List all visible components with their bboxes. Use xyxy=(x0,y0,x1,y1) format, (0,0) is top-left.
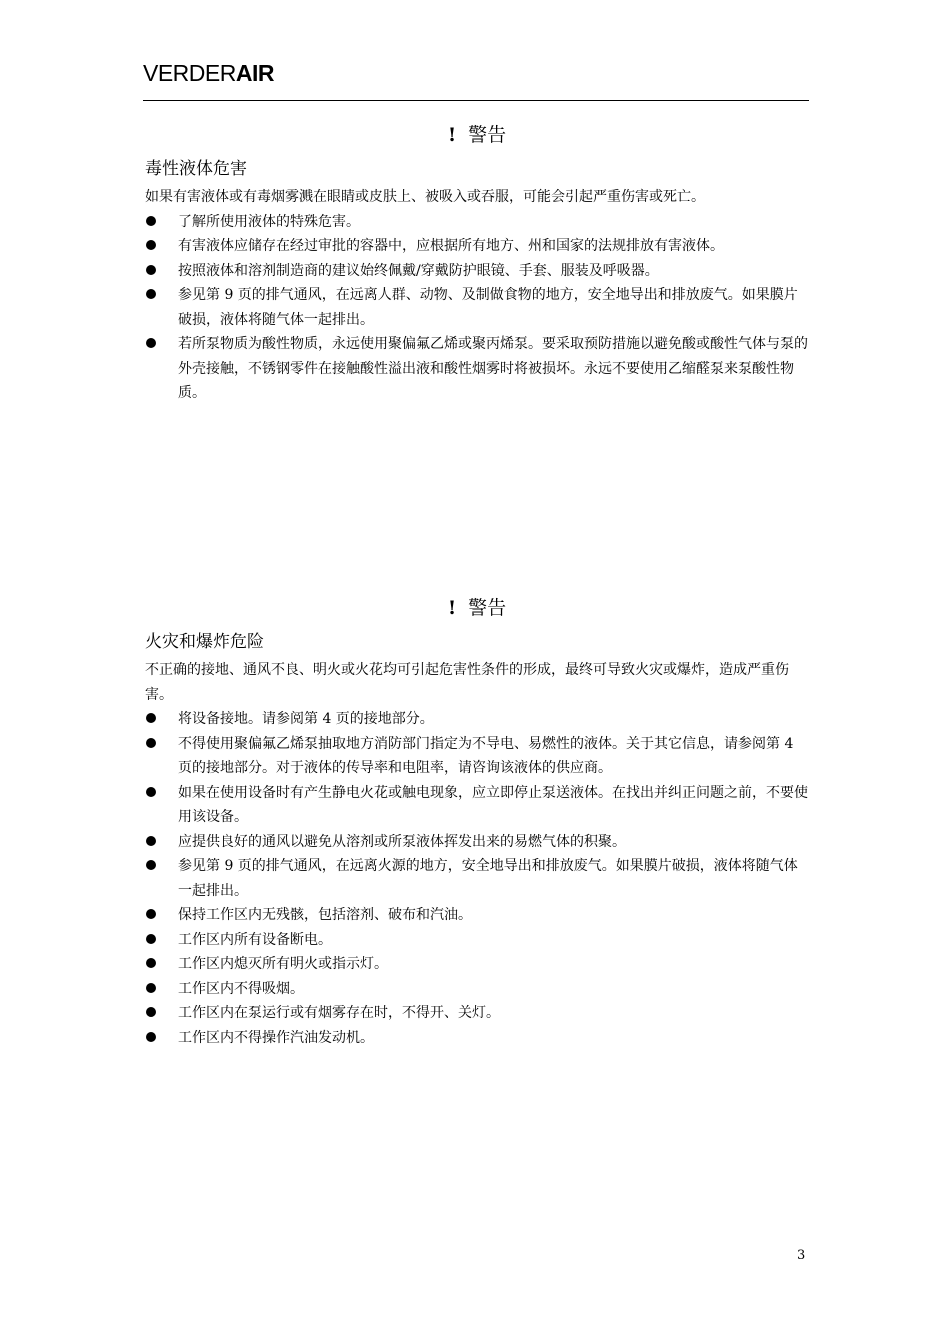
list-item-text: 如果在使用设备时有产生静电火花或触电现象，应立即停止泵送液体。在找出并纠正问题之前，不要使用该设备。 xyxy=(178,784,808,825)
list-item-text: 了解所使用液体的特殊危害。 xyxy=(178,213,360,230)
list-item xyxy=(145,707,809,732)
list-item-text: 工作区内在泵运行或有烟雾存在时，不得开、关灯。 xyxy=(178,1005,500,1021)
verderair-logo xyxy=(143,58,809,88)
list-item-text: 保持工作区内无残骸，包括溶剂、破布和汽油。 xyxy=(178,907,472,923)
bullet-icon xyxy=(146,216,156,226)
list-item xyxy=(145,1026,809,1051)
warning-icon: ! xyxy=(447,597,457,619)
bullet-icon xyxy=(146,265,156,275)
list-item-text: 有害液体应储存在经过审批的容器中，应根据所有地方、州和国家的法规排放有害液体。 xyxy=(178,238,724,254)
list-item-text: 将设备接地。请参阅第 4 页的接地部分。 xyxy=(178,711,434,727)
bullet-icon xyxy=(146,338,156,348)
section-intro: 不正确的接地、通风不良、明火或火花均可引起危害性条件的形成，最终可导致火灾或爆炸，造成严重伤害。 xyxy=(145,662,789,703)
warning-title-text: 警告 xyxy=(468,124,507,146)
list-item xyxy=(145,210,809,235)
list-item-text: 若所泵物质为酸性物质，永远使用聚偏氟乙烯或聚丙烯泵。要采取预防措施以避免酸或酸性气体与泵的外壳接触，不锈钢零件在接触酸性溢出液和酸性烟雾时将被损坏。永远不要使用乙缩醛泵来泵酸性物质。 xyxy=(178,336,808,401)
list-item xyxy=(145,781,809,830)
bullet-icon xyxy=(146,240,156,250)
list-item-text: 工作区内所有设备断电。 xyxy=(178,931,332,948)
warning-title xyxy=(145,121,809,149)
list-item-text: 按照液体和溶剂制造商的建议始终佩戴/穿戴防护眼镜、手套、服装及呼吸器。 xyxy=(178,262,659,279)
bullet-icon xyxy=(146,738,156,748)
list-item xyxy=(145,283,809,332)
section-subtitle: 火灾和爆炸危险 xyxy=(145,632,264,652)
list-item xyxy=(145,854,809,903)
list-item-text: 参见第 9 页的排气通风，在远离人群、动物、及制做食物的地方，安全地导出和排放废气。如果膜片破损，液体将随气体一起排出。 xyxy=(178,287,798,328)
list-item xyxy=(145,259,809,284)
list-item xyxy=(145,830,809,855)
warning-title-text: 警告 xyxy=(468,597,507,619)
list-item xyxy=(145,234,809,259)
list-item-text: 工作区内不得吸烟。 xyxy=(178,980,304,997)
list-item-text: 工作区内不得操作汽油发动机。 xyxy=(178,1029,374,1046)
warning-title xyxy=(145,594,809,622)
bullet-list xyxy=(145,707,809,1050)
warning-section-fire xyxy=(145,594,809,1050)
warning-section-toxic xyxy=(145,121,809,406)
page-number: 3 xyxy=(797,1248,806,1263)
list-item xyxy=(145,903,809,928)
list-item-text: 应提供良好的通风以避免从溶剂或所泵液体挥发出来的易燃气体的积聚。 xyxy=(178,833,626,850)
bullet-icon xyxy=(146,860,156,870)
list-item-text: 参见第 9 页的排气通风，在远离火源的地方，安全地导出和排放废气。如果膜片破损，液体将随气体一起排出。 xyxy=(178,858,798,899)
bullet-icon xyxy=(146,958,156,968)
list-item xyxy=(145,928,809,953)
list-item xyxy=(145,332,809,406)
bullet-icon xyxy=(146,787,156,797)
list-item-text: 工作区内熄灭所有明火或指示灯。 xyxy=(178,956,388,972)
logo-regular: VERDER xyxy=(143,60,236,86)
list-item xyxy=(145,952,809,977)
bullet-icon xyxy=(146,909,156,919)
page-header xyxy=(143,58,809,101)
list-item xyxy=(145,732,809,781)
section-intro: 如果有害液体或有毒烟雾溅在眼睛或皮肤上、被吸入或吞服，可能会引起严重伤害或死亡。 xyxy=(145,189,705,205)
logo-bold: AIR xyxy=(235,60,274,86)
list-item-text: 不得使用聚偏氟乙烯泵抽取地方消防部门指定为不导电、易燃性的液体。关于其它信息，请参阅第 4 页的接地部分。对于液体的传导率和电阻率，请咨询该液体的供应商。 xyxy=(178,735,794,776)
list-item xyxy=(145,1001,809,1026)
bullet-icon xyxy=(146,713,156,723)
bullet-list xyxy=(145,210,809,406)
bullet-icon xyxy=(146,836,156,846)
bullet-icon xyxy=(146,934,156,944)
bullet-icon xyxy=(146,983,156,993)
bullet-icon xyxy=(146,1032,156,1042)
bullet-icon xyxy=(146,1007,156,1017)
section-subtitle: 毒性液体危害 xyxy=(145,159,247,179)
bullet-icon xyxy=(146,289,156,299)
warning-icon: ! xyxy=(447,124,457,146)
list-item xyxy=(145,977,809,1002)
